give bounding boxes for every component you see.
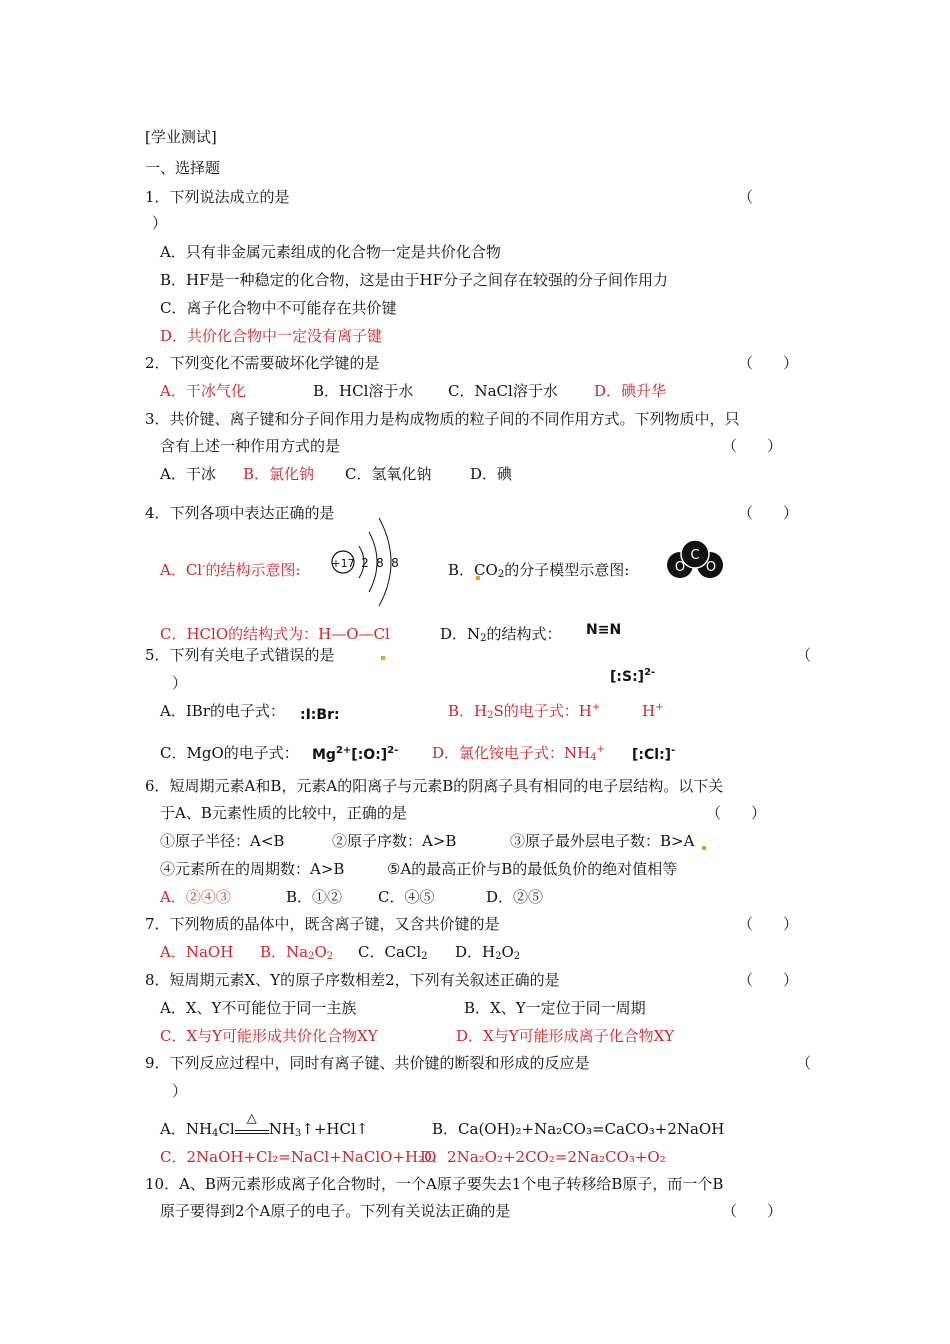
q6-option-b: B．①② <box>286 888 343 906</box>
shell-count-1: 2 <box>361 556 369 570</box>
q10-stem-line2: 原子要得到2个A原子的电子。下列有关说法正确的是 <box>160 1202 511 1220</box>
chloride-ion-formula: [:Cl:]- <box>632 745 676 763</box>
q1-option-c: C．离子化合物中不可能存在共价键 <box>160 299 397 317</box>
q1-paren-close: ） <box>152 214 168 232</box>
q5-option-d: D．氯化铵电子式：$NH_4^+$ <box>432 744 605 763</box>
q2-option-d: D．碘升华 <box>594 382 667 400</box>
q2-paren: （ ） <box>738 354 799 372</box>
ibr-electron-formula: :I:Br: <box>300 707 340 723</box>
q8-option-c: C．X与Y可能形成共价化合物XY <box>160 1027 378 1045</box>
q7-option-c: C．CaCl$_2$ <box>358 943 428 962</box>
q5-stem: 5．下列有关电子式错误的是 <box>145 646 335 664</box>
q6-item-2: ②原子序数：A>B <box>332 832 457 850</box>
q2-option-b: B．HCl溶于水 <box>313 382 414 400</box>
atom-label-o1: O <box>674 560 686 575</box>
q1-stem: 1．下列说法成立的是 <box>145 188 290 206</box>
q2-stem: 2．下列变化不需要破坏化学键的是 <box>145 354 380 372</box>
chloride-ion-diagram <box>325 512 405 612</box>
q1-option-a: A．只有非金属元素组成的化合物一定是共价化合物 <box>160 243 501 261</box>
q5-option-a: A．IBr的电子式： <box>160 702 285 720</box>
page-heading: [学业测试] <box>145 128 217 146</box>
q6-option-a: A．②④③ <box>160 888 231 906</box>
q3-paren: （ ） <box>722 437 783 455</box>
shell-count-3: 8 <box>391 556 399 570</box>
q2-option-c: C．NaCl溶于水 <box>448 382 558 400</box>
q10-stem-line1: 10．A、B两元素形成离子化合物时，一个A原子要失去1个电子转移给B原子，而一个B <box>145 1175 724 1193</box>
co2-model-diagram <box>660 538 732 580</box>
q1-paren-open: （ <box>738 188 754 206</box>
q7-stem: 7．下列物质的晶体中，既含离子键，又含共价键的是 <box>145 915 500 933</box>
q3-option-b: B．氯化钠 <box>243 465 315 483</box>
q9-stem: 9．下列反应过程中，同时有离子键、共价键的断裂和形成的反应是 <box>145 1054 590 1072</box>
shell-count-2: 8 <box>376 556 384 570</box>
heat-condition-arrow: △ <box>235 1122 269 1134</box>
atom-label-o2: O <box>705 560 717 575</box>
q4-paren: （ ） <box>738 504 799 522</box>
q5-option-b-second-h: H+ <box>642 702 664 720</box>
q7-paren: （ ） <box>738 915 799 933</box>
q6-option-d: D．②⑤ <box>486 888 544 906</box>
q8-option-d: D．X与Y可能形成离子化合物XY <box>456 1027 675 1045</box>
q1-option-b: B．HF是一种稳定的化合物，这是由于HF分子之间存在较强的分子间作用力 <box>160 271 669 289</box>
q7-option-d: D．$H_2O_2$ <box>455 943 521 962</box>
q9-option-c: C．2NaOH+Cl₂=NaCl+NaClO+H₂O <box>160 1148 437 1166</box>
q4-stem: 4．下列各项中表达正确的是 <box>145 504 335 522</box>
q5-option-b: B．$H_2S$的电子式：H+ <box>448 702 601 721</box>
q8-stem: 8．短周期元素X、Y的原子序数相差2，下列有关叙述正确的是 <box>145 971 560 989</box>
atom-label-c: C <box>690 548 700 563</box>
q7-option-b: B．$Na_2O_2$ <box>260 943 334 962</box>
q1-option-d: D．共价化合物中一定没有离子键 <box>160 327 383 345</box>
q9-paren-close: ） <box>172 1082 188 1100</box>
q6-item-1: ①原子半径：A<B <box>160 832 285 850</box>
q6-paren: （ ） <box>706 804 767 822</box>
q2-option-a: A．干冰气化 <box>160 382 246 400</box>
marker-dot <box>381 656 385 660</box>
q3-option-a: A．干冰 <box>160 465 216 483</box>
q8-option-a: A．X、Y不可能位于同一主族 <box>160 999 357 1017</box>
q4-option-c: C．HClO的结构式为：H—O—Cl <box>160 625 390 643</box>
mgo-electron-formula: $Mg^{2+}[:O:]^{2-}$ <box>312 745 399 763</box>
q4-option-d: D．$N_2$的结构式： <box>440 625 562 644</box>
nucleus-charge: +17 <box>331 557 355 570</box>
q5-paren-open: （ <box>796 646 812 664</box>
q6-item-4: ④元素所在的周期数：A>B <box>160 860 345 878</box>
section-title: 一、选择题 <box>145 159 221 177</box>
q3-stem-line2: 含有上述一种作用方式的是 <box>160 437 341 455</box>
q5-option-c: C．MgO的电子式： <box>160 744 299 762</box>
q9-option-a: A．$NH_4Cl$ △ $NH_3↑+HCl↑$ <box>160 1111 369 1139</box>
q9-paren-open: （ <box>796 1054 812 1072</box>
n2-structural-formula: N≡N <box>586 622 622 638</box>
q5-paren-close: ） <box>172 674 188 692</box>
q4-option-b: B．$CO_2$的分子模型示意图: <box>448 561 630 580</box>
marker-dot <box>702 846 706 850</box>
q3-option-c: C．氢氧化钠 <box>345 465 432 483</box>
q3-stem-line1: 3．共价键、离子键和分子间作用力是构成物质的粒子间的不同作用方式。下列物质中，只 <box>145 410 740 428</box>
q6-option-c: C．④⑤ <box>378 888 435 906</box>
q9-option-b: B．Ca(OH)₂+Na₂CO₃=CaCO₃+2NaOH <box>432 1120 725 1138</box>
q7-option-a: A．NaOH <box>160 943 234 961</box>
q4-option-a: A．Cl-的结构示意图: <box>160 561 301 579</box>
q3-option-d: D．碘 <box>470 465 513 483</box>
q6-item-5: ⑤A的最高正价与B的最低负价的绝对值相等 <box>387 860 678 878</box>
q6-stem-line2: 于A、B元素性质的比较中，正确的是 <box>160 804 407 822</box>
sulfide-ion-formula: [:S:]$^{2-}$ <box>610 667 656 685</box>
q6-item-3: ③原子最外层电子数：B>A <box>510 832 695 850</box>
q6-stem-line1: 6．短周期元素A和B，元素A的阳离子与元素B的阴离子具有相同的电子层结构。以下关 <box>145 777 724 795</box>
q8-option-b: B．X、Y一定位于同一周期 <box>464 999 646 1017</box>
q8-paren: （ ） <box>738 971 799 989</box>
q9-option-d: D．2Na₂O₂+2CO₂=2Na₂CO₃+O₂ <box>420 1148 666 1166</box>
q10-paren: （ ） <box>722 1202 783 1220</box>
